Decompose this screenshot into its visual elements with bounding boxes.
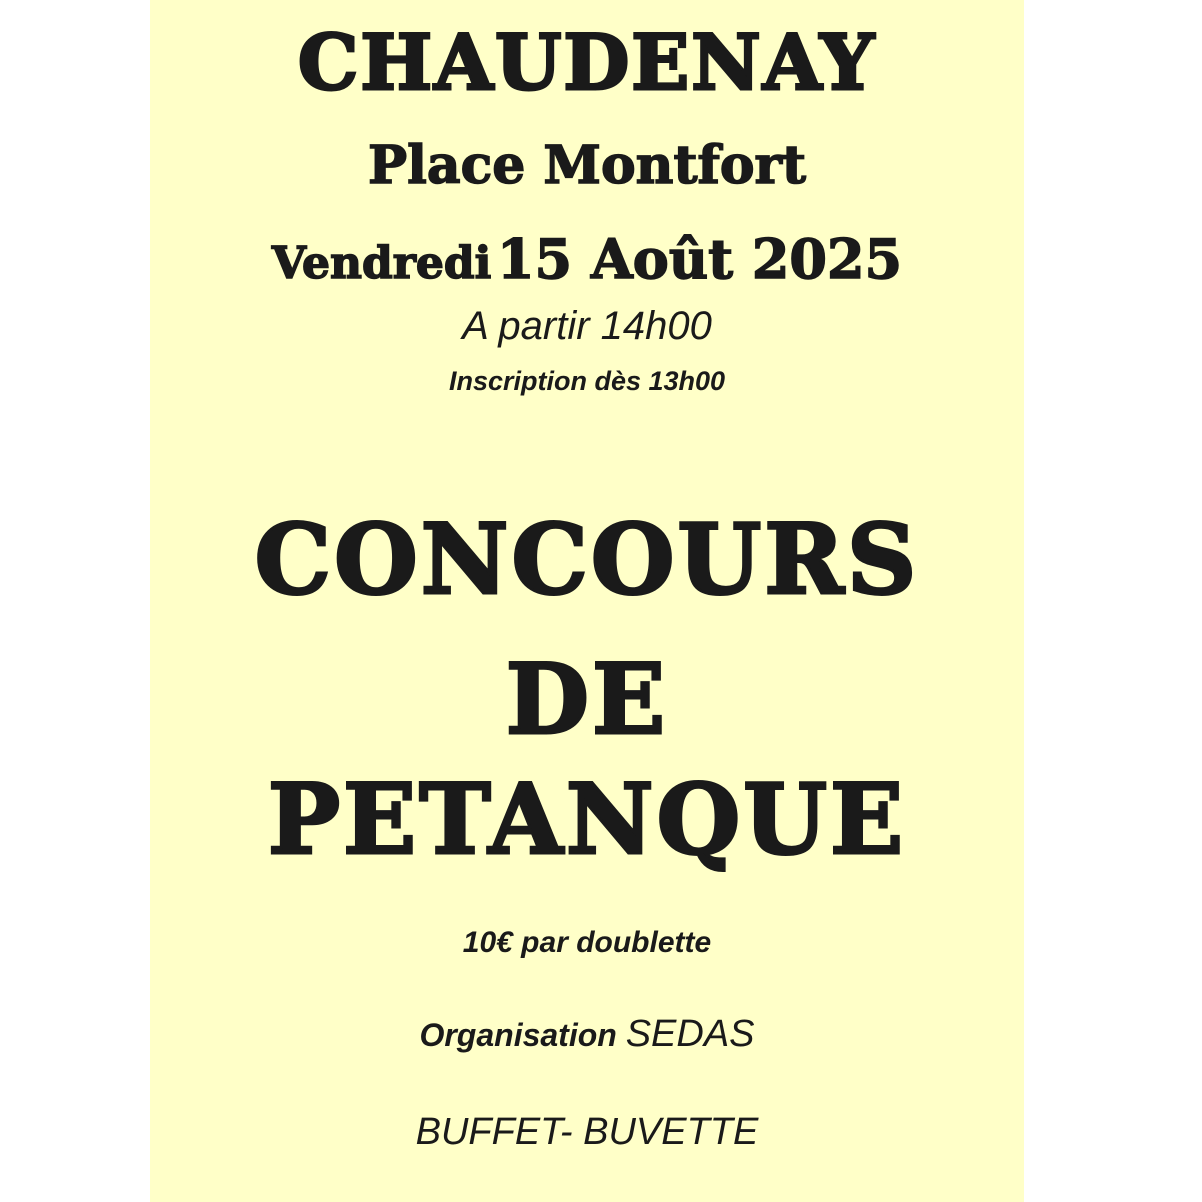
venue-place: Place Montfort [368, 135, 806, 196]
organiser [150, 1014, 1024, 1055]
event-title-line-3: PETANQUE [267, 763, 907, 876]
event-weekday: Vendredi [271, 238, 492, 289]
event-poster [150, 0, 1024, 1202]
event-title-line-1: CONCOURS [254, 503, 920, 616]
organiser-label: Organisation [419, 1017, 617, 1053]
entry-price: 10€ par doublette [462, 926, 712, 959]
registration-time: Inscription dès 13h00 [448, 366, 726, 396]
event-title-line-2: DE [505, 643, 669, 756]
organiser-name: SEDAS [625, 1013, 755, 1055]
town-title: CHAUDENAY [297, 18, 877, 107]
event-day-month-year: 15 Août 2025 [496, 227, 903, 291]
event-date [150, 224, 1024, 308]
buffet-buvette: BUFFET- BUVETTE [415, 1111, 759, 1153]
start-time: A partir 14h00 [462, 304, 712, 348]
